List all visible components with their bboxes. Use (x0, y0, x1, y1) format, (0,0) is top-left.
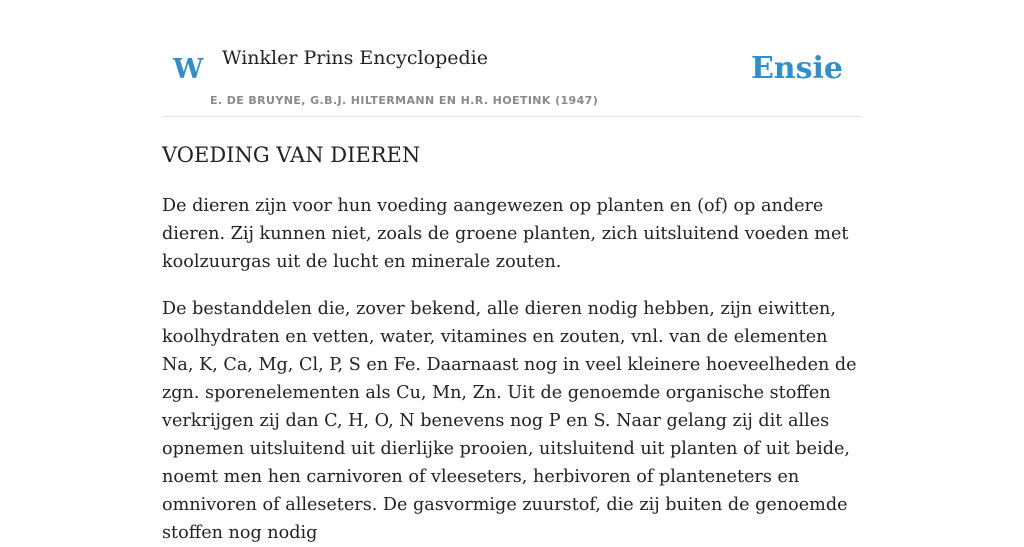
article-paragraph: De bestanddelen die, zover bekend, alle dieren nodig hebben, zijn eiwitten, koolhydraten en vetten, water, vitamines en zouten, vnl. van de elementen Na, K, Ca, Mg, Cl, P, S en Fe. Daarnaast nog in veel kleinere hoeveelheden de zgn. sporenelementen als Cu, Mn, Zn. Uit de genoemde organische stoffen verkrijgen zij dan C, H, O, N benevens nog P en S. Naar gelang zij dit alles opnemen uitsluitend uit dierlijke prooien, uitsluitend uit planten of uit beide, noemt men hen carnivoren of vleeseters, herbivoren of planteneters en omnivoren of alleseters. De gasvormige zuurstof, die zij buiten de genoemde stoffen nog nodig (162, 299, 857, 543)
site-title[interactable]: Winkler Prins Encyclopedie (222, 47, 488, 69)
brand-logo-link[interactable]: Ensie (750, 51, 843, 86)
article-paragraph: De dieren zijn voor hun voeding aangewezen op planten en (of) op andere dieren. Zij kunnen niet, zoals de groene planten, zich uitsluitend voeden met koolzuurgas uit de lucht en minerale zouten. (162, 196, 849, 272)
site-logo-icon[interactable]: W (173, 54, 204, 85)
site-header (162, 40, 862, 117)
article-content (162, 140, 862, 547)
authors-byline: E. DE BRUYNE, G.B.J. HILTERMANN EN H.R. HOETINK (1947) (210, 94, 599, 107)
article-title: VOEDING VAN DIEREN (162, 143, 421, 167)
